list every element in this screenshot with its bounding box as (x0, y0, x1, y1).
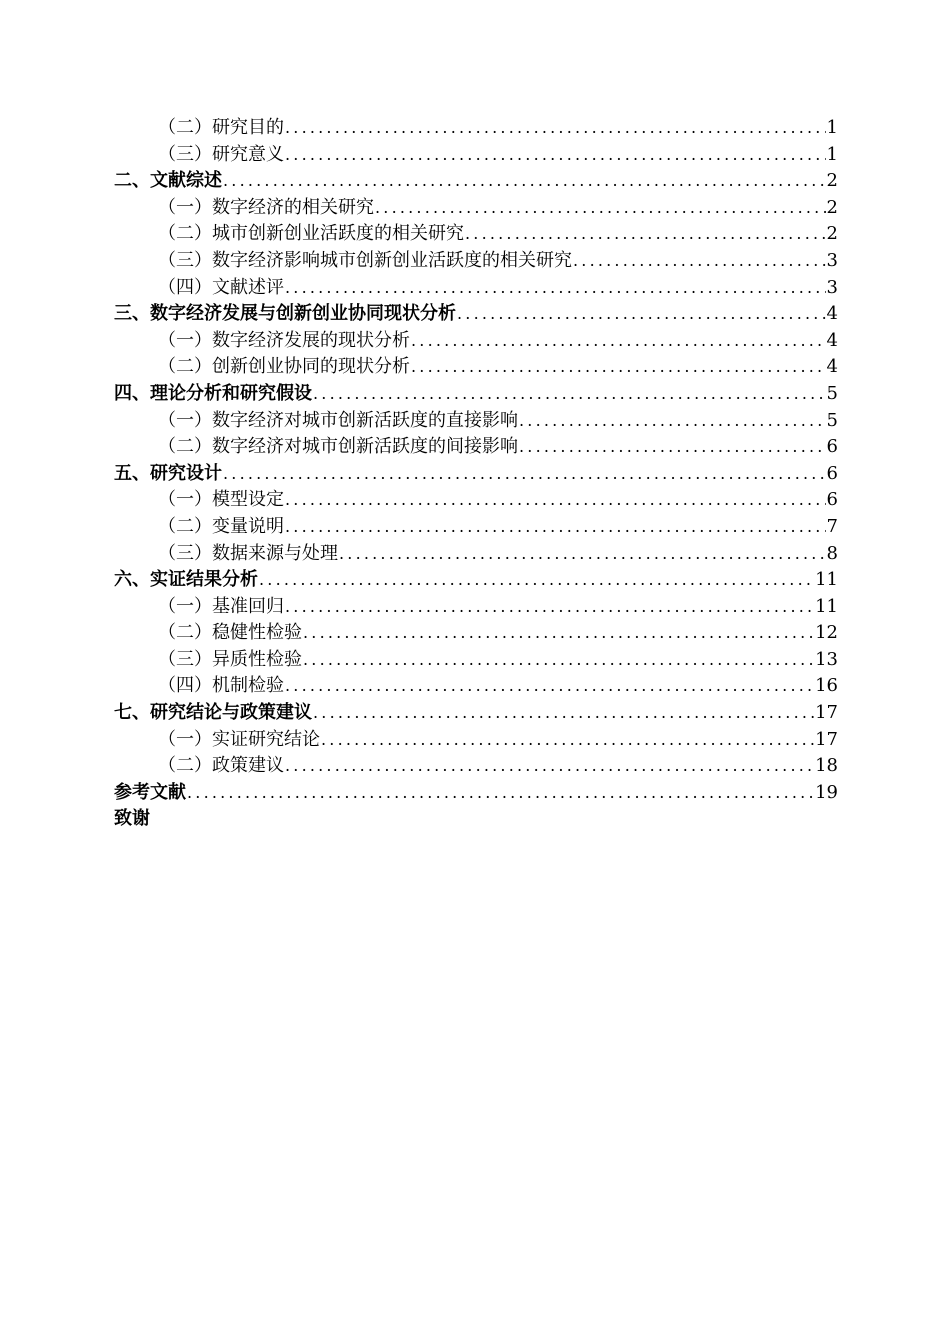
toc-page-number: 19 (815, 781, 838, 803)
toc-page-number: 6 (826, 462, 838, 484)
toc-page-number: 18 (815, 755, 838, 777)
toc-entry-label: （四）文献述评 (158, 276, 284, 298)
toc-chapter-entry[interactable] (114, 806, 838, 833)
toc-page-number: 7 (826, 515, 838, 537)
toc-page-number: 11 (815, 569, 838, 591)
toc-entry-label: （二）政策建议 (158, 755, 284, 777)
toc-page-number: 13 (815, 648, 838, 670)
dot-leader (375, 195, 826, 222)
toc-entry-label: （二）研究目的 (158, 117, 284, 138)
dot-leader (285, 275, 826, 302)
toc-chapter-entry[interactable] (114, 780, 838, 807)
toc-entry-label: （二）变量说明 (158, 515, 284, 537)
dot-leader (285, 514, 826, 541)
toc-section-entry[interactable] (114, 275, 838, 302)
dot-leader (223, 168, 826, 195)
toc-section-entry[interactable] (114, 541, 838, 568)
toc-page-number: 2 (826, 196, 838, 218)
dot-leader (339, 541, 826, 568)
toc-chapter-entry[interactable] (114, 567, 838, 594)
dot-leader (285, 594, 814, 621)
toc-page-number: 11 (815, 595, 838, 617)
toc-entry-label: （一）实证研究结论 (158, 728, 320, 750)
toc-page-number: 3 (826, 276, 838, 298)
toc-section-entry[interactable] (114, 221, 838, 248)
dot-leader (519, 408, 826, 435)
toc-entry-label: （一）基准回归 (158, 595, 284, 617)
toc-entry-label: 四、理论分析和研究假设 (114, 382, 312, 404)
toc-entry-label: 五、研究设计 (114, 462, 222, 484)
toc-section-entry[interactable] (114, 514, 838, 541)
toc-section-entry[interactable] (114, 115, 838, 142)
toc-section-entry[interactable] (114, 354, 838, 381)
toc-entry-label: 七、研究结论与政策建议 (114, 702, 312, 724)
toc-entry-label: （三）数字经济影响城市创新创业活跃度的相关研究 (158, 249, 572, 271)
toc-section-entry[interactable] (114, 248, 838, 275)
toc-entry-label: （三）异质性检验 (158, 648, 302, 670)
dot-leader (285, 115, 826, 142)
toc-section-entry[interactable] (114, 195, 838, 222)
toc-section-entry[interactable] (114, 487, 838, 514)
toc-page-number: 8 (826, 542, 838, 564)
toc-entry-label: （三）数据来源与处理 (158, 542, 338, 564)
toc-entry-label: 三、数字经济发展与创新创业协同现状分析 (114, 303, 456, 325)
toc-page-number: 17 (815, 728, 838, 750)
toc-entry-label: 致谢 (114, 808, 150, 830)
toc-section-entry[interactable] (114, 753, 838, 780)
toc-section-entry[interactable] (114, 434, 838, 461)
toc-entry-label: （二）创新创业协同的现状分析 (158, 356, 410, 378)
toc-page-number: 6 (826, 489, 838, 511)
toc-page-number: 5 (826, 382, 838, 404)
dot-leader (303, 620, 814, 647)
toc-page-number: 1 (826, 117, 838, 138)
toc-entry-label: （一）数字经济发展的现状分析 (158, 329, 410, 351)
toc-entry-label: （一）模型设定 (158, 489, 284, 511)
dot-leader (313, 381, 826, 408)
dot-leader (303, 647, 814, 674)
toc-section-entry[interactable] (114, 142, 838, 169)
toc-page-number: 4 (826, 329, 838, 351)
toc-page-number: 5 (826, 409, 838, 431)
toc-entry-label: 六、实证结果分析 (114, 569, 258, 591)
toc-page-number: 12 (815, 622, 838, 644)
toc-page-number: 4 (826, 303, 838, 325)
toc-page-number: 4 (826, 356, 838, 378)
toc-section-entry[interactable] (114, 673, 838, 700)
toc-chapter-entry[interactable] (114, 461, 838, 488)
dot-leader (285, 142, 826, 169)
toc-entry-label: （二）稳健性检验 (158, 622, 302, 644)
dot-leader (457, 301, 826, 328)
dot-leader (465, 221, 826, 248)
toc-section-entry[interactable] (114, 647, 838, 674)
dot-leader (411, 328, 826, 355)
toc-section-entry[interactable] (114, 408, 838, 435)
toc-entry-label: 参考文献 (114, 781, 186, 803)
table-of-contents (114, 115, 838, 833)
dot-leader (285, 673, 814, 700)
toc-entry-label: （二）城市创新创业活跃度的相关研究 (158, 223, 464, 245)
toc-chapter-entry[interactable] (114, 381, 838, 408)
toc-section-entry[interactable] (114, 727, 838, 754)
dot-leader (285, 753, 814, 780)
toc-entry-label: （一）数字经济对城市创新活跃度的直接影响 (158, 409, 518, 431)
toc-entry-label: 二、文献综述 (114, 170, 222, 192)
toc-entry-label: （一）数字经济的相关研究 (158, 196, 374, 218)
toc-page-number: 2 (826, 170, 838, 192)
toc-page-number: 17 (815, 702, 838, 724)
dot-leader (321, 727, 814, 754)
toc-section-entry[interactable] (114, 594, 838, 621)
dot-leader (519, 434, 826, 461)
toc-page-number: 3 (826, 249, 838, 271)
dot-leader (285, 487, 826, 514)
toc-page-number: 2 (826, 223, 838, 245)
dot-leader (259, 567, 814, 594)
toc-entry-label: （二）数字经济对城市创新活跃度的间接影响 (158, 436, 518, 458)
dot-leader (313, 700, 814, 727)
toc-chapter-entry[interactable] (114, 168, 838, 195)
toc-chapter-entry[interactable] (114, 700, 838, 727)
toc-page-number: 6 (826, 436, 838, 458)
dot-leader (411, 354, 826, 381)
dot-leader (223, 461, 826, 488)
dot-leader (187, 780, 814, 807)
toc-entry-label: （四）机制检验 (158, 675, 284, 697)
dot-leader (573, 248, 826, 275)
toc-page-number: 1 (826, 143, 838, 165)
toc-entry-label: （三）研究意义 (158, 143, 284, 165)
toc-page-number: 16 (815, 675, 838, 697)
toc-section-entry[interactable] (114, 328, 838, 355)
toc-chapter-entry[interactable] (114, 301, 838, 328)
toc-section-entry[interactable] (114, 620, 838, 647)
